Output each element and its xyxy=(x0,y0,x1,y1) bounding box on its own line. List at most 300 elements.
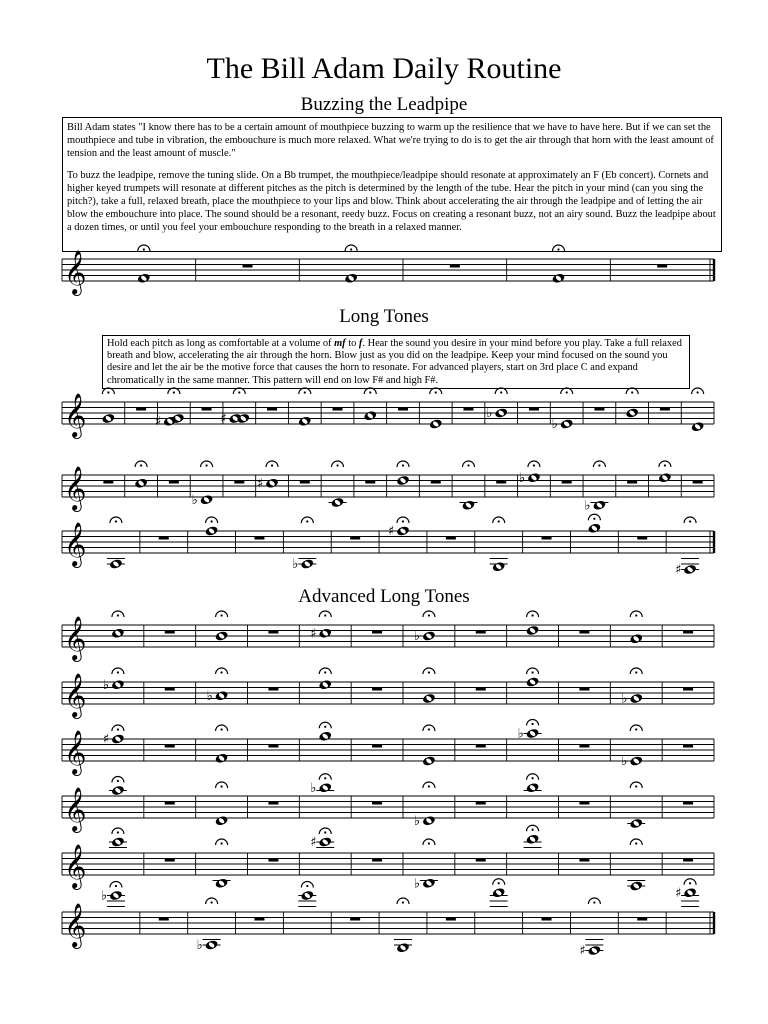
whole-note xyxy=(526,782,540,794)
whole-note xyxy=(318,836,332,848)
whole-note xyxy=(691,421,705,433)
fermata-icon xyxy=(319,668,331,674)
buzzing-text-box xyxy=(62,117,722,252)
fermata-icon xyxy=(397,461,409,467)
fermata-dot xyxy=(498,882,500,884)
svg-text:𝄞: 𝄞 xyxy=(64,844,87,888)
fermata-icon xyxy=(112,777,124,783)
fermata-icon xyxy=(630,782,642,788)
note-hole xyxy=(218,817,225,824)
fermata-dot xyxy=(173,391,175,393)
whole-rest-icon xyxy=(450,265,460,268)
fermata-icon xyxy=(332,461,344,467)
whole-note xyxy=(111,679,125,691)
whole-note xyxy=(560,418,574,430)
whole-note xyxy=(461,499,475,511)
fermata-icon xyxy=(110,517,122,523)
whole-note xyxy=(215,630,229,642)
whole-note xyxy=(422,693,436,705)
treble-clef-icon xyxy=(64,730,86,776)
note-hole xyxy=(174,415,181,422)
fermata-icon xyxy=(630,725,642,731)
fermata-dot xyxy=(531,723,533,725)
whole-rest-icon xyxy=(693,481,703,484)
fermata-icon xyxy=(659,461,671,467)
whole-note xyxy=(526,625,540,637)
note-hole xyxy=(686,566,693,573)
note-hole xyxy=(268,480,275,487)
whole-rest-icon xyxy=(372,859,382,862)
whole-rest-icon xyxy=(103,481,113,484)
whole-note xyxy=(215,752,229,764)
fermata-icon xyxy=(630,839,642,845)
fermata-dot xyxy=(635,785,637,787)
fermata-dot xyxy=(238,391,240,393)
fermata-dot xyxy=(531,671,533,673)
fermata-icon xyxy=(684,879,696,885)
treble-clef-icon xyxy=(64,844,86,890)
whole-note xyxy=(526,676,540,688)
whole-rest-icon xyxy=(579,631,589,634)
fermata-icon xyxy=(527,825,539,831)
whole-note xyxy=(101,413,115,425)
note-hole xyxy=(694,423,701,430)
whole-note xyxy=(625,407,639,419)
fermata-dot xyxy=(324,614,326,616)
fermata-dot xyxy=(117,614,119,616)
whole-rest-icon xyxy=(476,859,486,862)
whole-rest-icon xyxy=(372,802,382,805)
whole-rest-icon xyxy=(350,918,360,921)
fermata-dot xyxy=(435,391,437,393)
treble-clef-icon xyxy=(64,250,86,296)
note-hole xyxy=(112,560,119,567)
treble-clef-icon xyxy=(64,466,86,512)
whole-rest-icon xyxy=(165,688,175,691)
whole-note xyxy=(109,890,123,902)
fermata-dot xyxy=(689,520,691,522)
whole-note xyxy=(200,494,214,506)
whole-rest-icon xyxy=(243,265,253,268)
fermata-icon xyxy=(630,611,642,617)
sharp-icon: ♯ xyxy=(257,476,264,492)
fermata-dot xyxy=(117,780,119,782)
section-heading-buzzing: Buzzing the Leadpipe xyxy=(300,94,468,115)
whole-note xyxy=(163,415,177,427)
note-hole xyxy=(425,695,432,702)
fermata-dot xyxy=(336,464,338,466)
note-hole xyxy=(529,627,536,634)
fermata-dot xyxy=(664,464,666,466)
fermata-icon xyxy=(423,611,435,617)
fermata-icon xyxy=(397,898,409,904)
note-hole xyxy=(432,420,439,427)
flat-icon: ♭ xyxy=(621,754,628,769)
fermata-icon xyxy=(527,611,539,617)
fermata-dot xyxy=(467,464,469,466)
whole-rest-icon xyxy=(683,631,693,634)
note-hole xyxy=(628,409,635,416)
whole-note xyxy=(215,815,229,827)
whole-rest-icon xyxy=(254,918,264,921)
whole-note xyxy=(171,413,185,425)
fermata-dot xyxy=(428,842,430,844)
whole-note xyxy=(205,939,219,951)
whole-note xyxy=(658,472,672,484)
whole-note xyxy=(265,477,279,489)
whole-rest-icon xyxy=(496,481,506,484)
fermata-dot xyxy=(220,842,222,844)
whole-note xyxy=(137,272,151,284)
whole-rest-icon xyxy=(268,745,278,748)
section-heading-long-tones: Long Tones xyxy=(339,306,429,327)
note-hole xyxy=(425,632,432,639)
whole-note xyxy=(629,693,643,705)
note-hole xyxy=(529,784,536,791)
whole-note xyxy=(331,497,345,509)
note-hole xyxy=(232,415,239,422)
note-hole xyxy=(218,880,225,887)
fermata-dot xyxy=(140,464,142,466)
sharp-icon: ♯ xyxy=(310,626,317,642)
whole-rest-icon xyxy=(579,688,589,691)
fermata-icon xyxy=(630,668,642,674)
flat-icon: ♭ xyxy=(310,780,317,796)
fermata-dot xyxy=(211,901,213,903)
fermata-icon xyxy=(319,722,331,728)
fermata-dot xyxy=(117,831,119,833)
whole-rest-icon xyxy=(637,537,647,540)
note-hole xyxy=(495,563,502,570)
note-hole xyxy=(240,415,247,422)
whole-rest-icon xyxy=(169,481,179,484)
whole-rest-icon xyxy=(542,918,552,921)
whole-rest-icon xyxy=(165,802,175,805)
note-hole xyxy=(596,502,603,509)
fermata-dot xyxy=(531,777,533,779)
sharp-icon: ♯ xyxy=(675,885,682,901)
sharp-icon: ♯ xyxy=(675,562,682,578)
whole-rest-icon xyxy=(165,859,175,862)
whole-rest-icon xyxy=(268,802,278,805)
fermata-icon xyxy=(423,668,435,674)
note-hole xyxy=(591,947,598,954)
fermata-dot xyxy=(369,391,371,393)
note-hole xyxy=(633,820,640,827)
fermata-dot xyxy=(324,777,326,779)
fermata-icon xyxy=(216,725,228,731)
whole-note xyxy=(111,836,125,848)
fermata-dot xyxy=(498,520,500,522)
treble-clef-icon xyxy=(64,616,86,662)
fermata-dot xyxy=(635,671,637,673)
note-hole xyxy=(114,787,121,794)
instructions-text-c: . Hear the sound you desire in your mind before you play. Take a full relaxed breath and blow, accelerating the air through the horn. Blow just as you did on the leadpipe. Keep your mind focused on the sound you desire and let the air be the motive force that causes the horn to resonate. For advanced players, start on 3rd place C and expand chromatically in the same manner. This pattern will end on low F# and high F#. xyxy=(107,338,682,386)
note-hole xyxy=(218,755,225,762)
note-hole xyxy=(114,735,121,742)
whole-rest-icon xyxy=(529,408,539,411)
fermata-icon xyxy=(684,517,696,523)
whole-rest-icon xyxy=(165,745,175,748)
whole-note xyxy=(111,627,125,639)
whole-note xyxy=(422,815,436,827)
whole-rest-icon xyxy=(579,859,589,862)
flat-icon: ♭ xyxy=(413,876,421,892)
fermata-dot xyxy=(531,829,533,831)
fermata-dot xyxy=(635,842,637,844)
note-hole xyxy=(529,730,536,737)
fermata-dot xyxy=(205,464,207,466)
fermata-dot xyxy=(500,391,502,393)
whole-rest-icon xyxy=(136,408,146,411)
note-hole xyxy=(334,499,341,506)
whole-rest-icon xyxy=(431,481,441,484)
svg-text:𝄞: 𝄞 xyxy=(64,250,87,294)
flat-icon: ♭ xyxy=(196,938,203,953)
flat-icon: ♭ xyxy=(191,492,198,508)
fermata-dot xyxy=(531,614,533,616)
fermata-dot xyxy=(324,726,326,728)
fermata-dot xyxy=(324,671,326,673)
whole-rest-icon xyxy=(683,802,693,805)
fermata-dot xyxy=(107,391,109,393)
whole-note xyxy=(215,690,229,702)
fermata-icon xyxy=(206,517,218,523)
whole-note xyxy=(492,887,506,899)
whole-rest-icon xyxy=(268,859,278,862)
fermata-dot xyxy=(220,671,222,673)
fermata-icon xyxy=(588,898,600,904)
note-hole xyxy=(529,678,536,685)
note-hole xyxy=(367,412,374,419)
whole-note xyxy=(205,525,219,537)
whole-rest-icon xyxy=(542,537,552,540)
whole-rest-icon xyxy=(333,408,343,411)
fermata-dot xyxy=(115,885,117,887)
note-hole xyxy=(114,838,121,845)
fermata-dot xyxy=(117,728,119,730)
whole-note xyxy=(396,475,410,487)
svg-text:𝄞: 𝄞 xyxy=(64,787,87,831)
flat-icon: ♭ xyxy=(551,417,558,432)
treble-clef-icon xyxy=(64,393,86,439)
fermata-icon xyxy=(397,517,409,523)
fermata-dot xyxy=(631,391,633,393)
whole-rest-icon xyxy=(446,537,456,540)
note-hole xyxy=(322,733,329,740)
flat-icon: ♭ xyxy=(100,888,108,904)
whole-rest-icon xyxy=(254,537,264,540)
fermata-icon xyxy=(135,461,147,467)
instructions-text-a: Hold each pitch as long as comfortable at a volume of xyxy=(107,338,335,349)
whole-note xyxy=(429,418,443,430)
fermata-dot xyxy=(566,391,568,393)
whole-note xyxy=(683,887,697,899)
note-hole xyxy=(203,496,210,503)
flat-icon: ♭ xyxy=(486,406,493,421)
flat-icon: ♭ xyxy=(621,691,628,707)
note-hole xyxy=(399,477,406,484)
whole-note xyxy=(492,561,506,573)
note-hole xyxy=(633,695,640,702)
whole-note xyxy=(300,558,314,570)
flat-icon: ♭ xyxy=(518,470,526,486)
note-hole xyxy=(112,892,119,899)
whole-note xyxy=(592,499,606,511)
note-hole xyxy=(140,275,147,282)
note-hole xyxy=(591,525,598,532)
fermata-icon xyxy=(588,514,600,520)
svg-text:𝄞: 𝄞 xyxy=(64,466,87,510)
fermata-dot xyxy=(428,671,430,673)
note-hole xyxy=(530,474,537,481)
fermata-dot xyxy=(402,901,404,903)
whole-note xyxy=(215,877,229,889)
fermata-icon xyxy=(216,668,228,674)
flat-icon: ♭ xyxy=(102,677,110,693)
fermata-dot xyxy=(115,520,117,522)
fermata-icon xyxy=(319,828,331,834)
whole-rest-icon xyxy=(627,481,637,484)
fermata-icon xyxy=(493,517,505,523)
whole-rest-icon xyxy=(637,918,647,921)
fermata-icon xyxy=(527,774,539,780)
whole-rest-icon xyxy=(476,631,486,634)
whole-note xyxy=(134,477,148,489)
whole-note xyxy=(318,679,332,691)
svg-text:𝄞: 𝄞 xyxy=(64,522,87,566)
whole-note xyxy=(422,755,436,767)
fermata-icon xyxy=(528,461,540,467)
flat-icon: ♭ xyxy=(413,813,421,829)
sharp-icon: ♯ xyxy=(388,524,395,539)
whole-rest-icon xyxy=(579,802,589,805)
note-hole xyxy=(322,681,329,688)
fermata-dot xyxy=(117,671,119,673)
fermata-icon xyxy=(112,828,124,834)
whole-rest-icon xyxy=(267,408,277,411)
note-hole xyxy=(495,889,502,896)
fermata-icon xyxy=(110,882,122,888)
whole-note xyxy=(551,272,565,284)
whole-rest-icon xyxy=(683,745,693,748)
whole-rest-icon xyxy=(268,688,278,691)
whole-rest-icon xyxy=(660,408,670,411)
fermata-dot xyxy=(697,391,699,393)
whole-note xyxy=(629,880,643,892)
whole-note xyxy=(236,413,250,425)
whole-rest-icon xyxy=(463,408,473,411)
treble-clef-icon xyxy=(64,787,86,833)
fermata-icon xyxy=(493,879,505,885)
fermata-dot xyxy=(428,614,430,616)
whole-rest-icon xyxy=(159,537,169,540)
note-hole xyxy=(218,632,225,639)
whole-note xyxy=(422,877,436,889)
whole-rest-icon xyxy=(476,802,486,805)
fermata-dot xyxy=(306,520,308,522)
sharp-icon: ♯ xyxy=(102,732,110,747)
fermata-icon xyxy=(201,461,213,467)
page-title: The Bill Adam Daily Routine xyxy=(206,52,562,85)
fermata-icon xyxy=(692,388,704,394)
note-hole xyxy=(322,784,329,791)
fermata-icon xyxy=(112,611,124,617)
fermata-dot xyxy=(533,464,535,466)
note-hole xyxy=(465,502,472,509)
fermata-icon xyxy=(206,898,218,904)
svg-text:𝄞: 𝄞 xyxy=(64,730,87,774)
treble-clef-icon xyxy=(64,673,86,719)
whole-note xyxy=(318,627,332,639)
whole-rest-icon xyxy=(594,408,604,411)
note-hole xyxy=(633,882,640,889)
dynamic-f: f xyxy=(358,338,363,349)
fermata-icon xyxy=(112,725,124,731)
whole-rest-icon xyxy=(562,481,572,484)
note-hole xyxy=(208,941,215,948)
svg-text:𝄞: 𝄞 xyxy=(64,903,87,947)
fermata-icon xyxy=(301,517,313,523)
whole-note xyxy=(344,272,358,284)
note-hole xyxy=(304,560,311,567)
fermata-icon xyxy=(301,882,313,888)
fermata-icon xyxy=(112,668,124,674)
dynamic-mf: mf xyxy=(334,338,346,349)
whole-rest-icon xyxy=(202,408,212,411)
fermata-dot xyxy=(220,728,222,730)
fermata-icon xyxy=(423,782,435,788)
fermata-icon xyxy=(527,668,539,674)
whole-note xyxy=(111,785,125,797)
whole-rest-icon xyxy=(446,918,456,921)
fermata-dot xyxy=(689,882,691,884)
note-hole xyxy=(661,474,668,481)
whole-rest-icon xyxy=(372,745,382,748)
whole-note xyxy=(111,733,125,745)
fermata-icon xyxy=(266,461,278,467)
fermata-icon xyxy=(423,725,435,731)
whole-note xyxy=(363,410,377,422)
note-hole xyxy=(114,630,121,637)
fermata-icon xyxy=(462,461,474,467)
flat-icon: ♭ xyxy=(584,498,591,514)
sharp-icon: ♯ xyxy=(579,943,586,959)
fermata-dot xyxy=(598,464,600,466)
fermata-icon xyxy=(423,839,435,845)
fermata-dot xyxy=(593,901,595,903)
fermata-dot xyxy=(593,518,595,520)
flat-icon: ♭ xyxy=(292,557,299,572)
note-hole xyxy=(218,692,225,699)
whole-note xyxy=(396,942,410,954)
fermata-dot xyxy=(306,885,308,887)
note-hole xyxy=(322,838,329,845)
whole-rest-icon xyxy=(300,481,310,484)
note-hole xyxy=(633,757,640,764)
fermata-icon xyxy=(593,461,605,467)
note-hole xyxy=(563,420,570,427)
fermata-dot xyxy=(220,614,222,616)
fermata-icon xyxy=(216,839,228,845)
long-tones-text-box xyxy=(102,335,690,389)
svg-text:𝄞: 𝄞 xyxy=(64,673,87,717)
svg-text:𝄞: 𝄞 xyxy=(64,616,87,660)
whole-note xyxy=(629,633,643,645)
buzzing-instructions-paragraph: To buzz the leadpipe, remove the tuning slide. On a Bb trumpet, the mouthpiece/leadpipe should resonate at approximately an F (Eb concert). Cornets and higher keyed trumpets will resonate at different pitches as the pitch is determined by the length of the tube. Hear the pitch in your mind (can you sing the pitch?), take a full, relaxed breath, place the mouthpiece to your lips and blow. Think about accelerating the air through the leadpipe and of letting the air blow the embouchure into place. The sound should be a resonant, reedy buzz. Focus on creating a resonant buzz, not an airy sound. Buzz the leadpipe about a dozen times, or until you feel your embouchure responding to the breath in a relaxed manner. xyxy=(67,170,716,233)
treble-clef-icon xyxy=(64,522,86,568)
whole-rest-icon xyxy=(657,265,667,268)
